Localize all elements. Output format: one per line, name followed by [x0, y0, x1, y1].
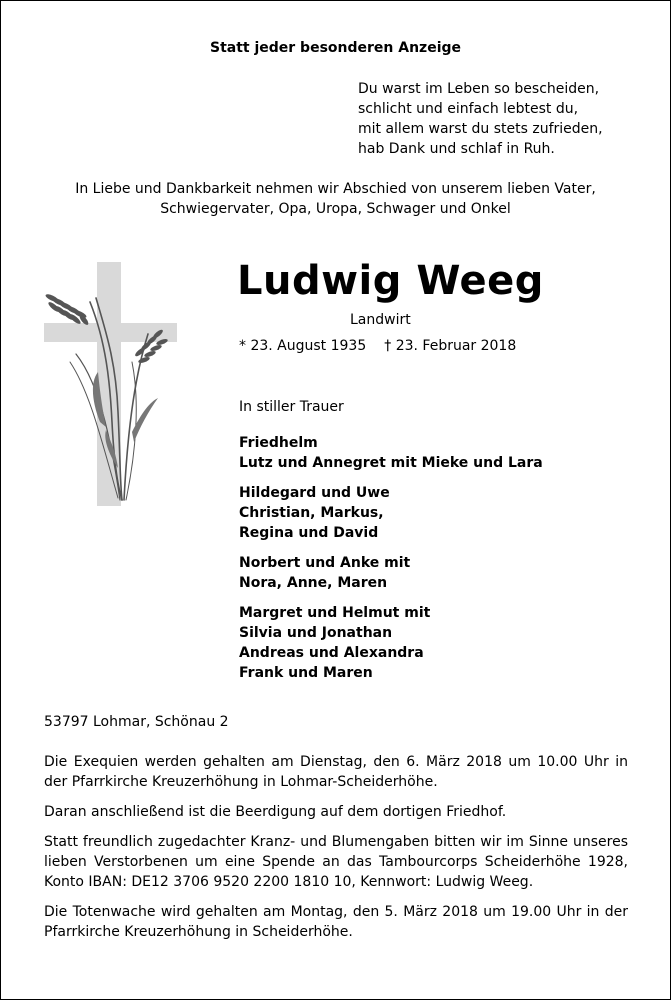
intro-line: Schwiegervater, Opa, Uropa, Schwager und Onkel — [160, 201, 511, 217]
family-list — [239, 433, 543, 693]
family-line: Margret und Helmut mit — [239, 605, 431, 621]
family-group — [239, 553, 543, 593]
poem-line: hab Dank und schlaf in Ruh. — [358, 141, 555, 157]
deceased-occupation: Landwirt — [350, 312, 411, 328]
notice-exequien: Die Exequien werden gehalten am Dienstag, den 6. März 2018 um 10.00 Uhr in der Pfarrkirche Kreuzerhöhung in Lohmar-Scheiderhöhe. — [44, 754, 628, 790]
birth-date: * 23. August 1935 — [239, 338, 367, 354]
header-title: Statt jeder besonderen Anzeige — [209, 40, 462, 56]
mourning-label: In stiller Trauer — [239, 399, 344, 415]
notices — [44, 752, 628, 952]
intro-text — [0, 179, 671, 219]
death-date: † 23. Februar 2018 — [384, 338, 517, 354]
family-line: Regina und David — [239, 525, 379, 541]
poem-line: mit allem warst du stets zufrieden, — [358, 121, 603, 137]
notice-donation: Statt freundlich zugedachter Kranz- und Blumengaben bitten wir im Sinne unseres lieben Verstorbenen um eine Spende an das Tambourcorps Scheiderhöhe 1928, Konto IBAN: DE12 3706 9520 2200 1810 10, Kennwort: Ludwig Weeg. — [44, 834, 628, 890]
wheat-ear-left-icon — [45, 293, 90, 326]
family-line: Norbert und Anke mit — [239, 555, 411, 571]
family-line: Nora, Anne, Maren — [239, 575, 388, 591]
poem-line: schlicht und einfach lebtest du, — [358, 101, 579, 117]
poem-line: Du warst im Leben so bescheiden, — [358, 81, 600, 97]
family-line: Friedhelm — [239, 435, 318, 451]
family-group — [239, 483, 543, 543]
notice-wake: Die Totenwache wird gehalten am Montag, den 5. März 2018 um 19.00 Uhr in der Pfarrkirche Kreuzerhöhung in Scheiderhöhe. — [44, 904, 628, 940]
family-group — [239, 433, 543, 473]
family-line: Christian, Markus, — [239, 505, 384, 521]
cross-with-wheat-icon — [40, 262, 182, 506]
family-line: Lutz und Annegret mit Mieke und Lara — [239, 455, 543, 471]
family-group — [239, 603, 543, 683]
family-line: Frank und Maren — [239, 665, 373, 681]
deceased-name: Ludwig Weeg — [237, 258, 544, 304]
family-line: Silvia und Jonathan — [239, 625, 393, 641]
poem — [358, 79, 603, 159]
notice-burial: Daran anschließend ist die Beerdigung auf dem dortigen Friedhof. — [44, 804, 507, 820]
family-line: Hildegard und Uwe — [239, 485, 390, 501]
life-dates — [239, 338, 516, 354]
intro-line: In Liebe und Dankbarkeit nehmen wir Abschied von unserem lieben Vater, — [75, 181, 596, 197]
family-line: Andreas und Alexandra — [239, 645, 424, 661]
address: 53797 Lohmar, Schönau 2 — [44, 714, 229, 730]
